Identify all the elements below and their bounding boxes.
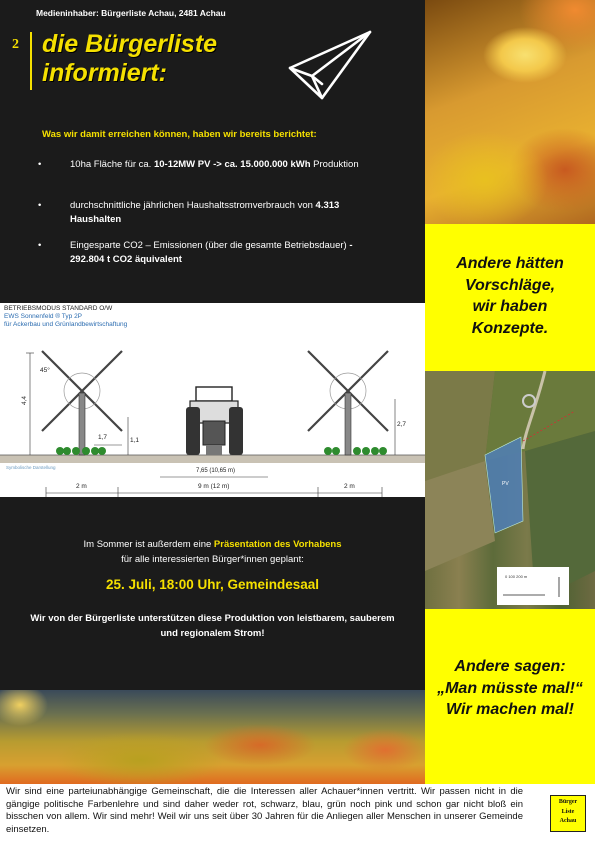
- bullet-item: • durchschnittliche jährlichen Haushaltsstromverbrauch von 4.313 Haushalten: [38, 200, 340, 225]
- dim-1-1: 1,1: [130, 437, 140, 444]
- footer-text: Wir sind eine parteiunabhängige Gemeinschaft, die die Interessen aller Achauer*innen vertritt. Wir passen nicht in die gängige politische Farbenlehre und sind daher weder rot, schwarz, blau, grün noch pink und schon gar nicht bloß ein bisschen von allem. Wir sind mehr! Weil wir uns seit über 30 Jahren für die Anliegen aller Menschen in unserer Gemeinde einsetzen.: [6, 786, 523, 835]
- title-line-2: informiert:: [42, 59, 167, 87]
- dim-2m-left: 2 m: [76, 483, 87, 490]
- diagram-title: BETRIEBSMODUS STANDARD O/W: [4, 305, 113, 312]
- bullet-item: • 10ha Fläche für ca. 10-12MW PV -> ca. 15.000.000 kWh Produktion: [38, 159, 359, 170]
- diagram-header: [4, 305, 127, 329]
- technical-diagram: [0, 303, 425, 497]
- chalk-photo: [425, 0, 595, 224]
- diagram-note: für Ackerbau und Grünlandbewirtschaftung: [4, 321, 128, 328]
- map-scale: 0 100 200 m: [505, 574, 528, 579]
- dim-2m-right: 2 m: [344, 483, 355, 490]
- owner-line: Medieninhaber: Bürgerliste Achau, 2481 Achau: [36, 8, 226, 18]
- dim-9m: 9 m (12 m): [198, 483, 230, 490]
- diagram-subtitle: EWS Sonnenfeld ® Typ 2P: [4, 313, 83, 320]
- chalk-photo-bottom: [0, 690, 425, 784]
- page-number: 2: [12, 37, 19, 52]
- dim-2-7: 2,7: [397, 421, 407, 428]
- dim-7-65: 7,65 (10,65 m): [196, 468, 236, 474]
- event-intro: Im Sommer ist außerdem eine Präsentation des Vorhabens für alle interessierten Bürger*innen geplant:: [83, 539, 342, 565]
- diagram-caption: Symbolische Darstellung: [6, 465, 56, 470]
- dim-1-7: 1,7: [98, 434, 108, 441]
- event-date: 25. Juli, 18:00 Uhr, Gemeindesaal: [105, 577, 320, 592]
- title-line-1: die Bürgerliste: [42, 30, 218, 58]
- aerial-map: [425, 371, 595, 609]
- paper-plane-icon: [286, 28, 376, 104]
- tractor-icon: [186, 387, 243, 455]
- support-text: Wir von der Bürgerliste unterstützen diese Produktion von leistbarem, sauberem und regionalem Strom!: [30, 613, 395, 639]
- slogan-action: Andere sagen: „Man müsste mal!“ Wir machen mal!: [437, 658, 583, 718]
- field-label: PV: [502, 481, 509, 487]
- title-divider: [30, 32, 32, 90]
- bullet-item: • Eingesparte CO2 – Emissionen (über die gesamte Betriebsdauer) - 292.804 t CO2 äquivalent: [38, 240, 353, 265]
- buergerliste-logo: Bürger Liste Achau: [550, 795, 586, 832]
- slogan-concepts: Andere hätten Vorschläge, wir haben Konzepte.: [456, 255, 564, 337]
- page-title: [42, 30, 217, 88]
- dim-height: 4,4: [21, 395, 29, 406]
- dim-angle: 45°: [40, 367, 50, 374]
- intro-text: Was wir damit erreichen können, haben wir bereits berichtet:: [42, 129, 317, 140]
